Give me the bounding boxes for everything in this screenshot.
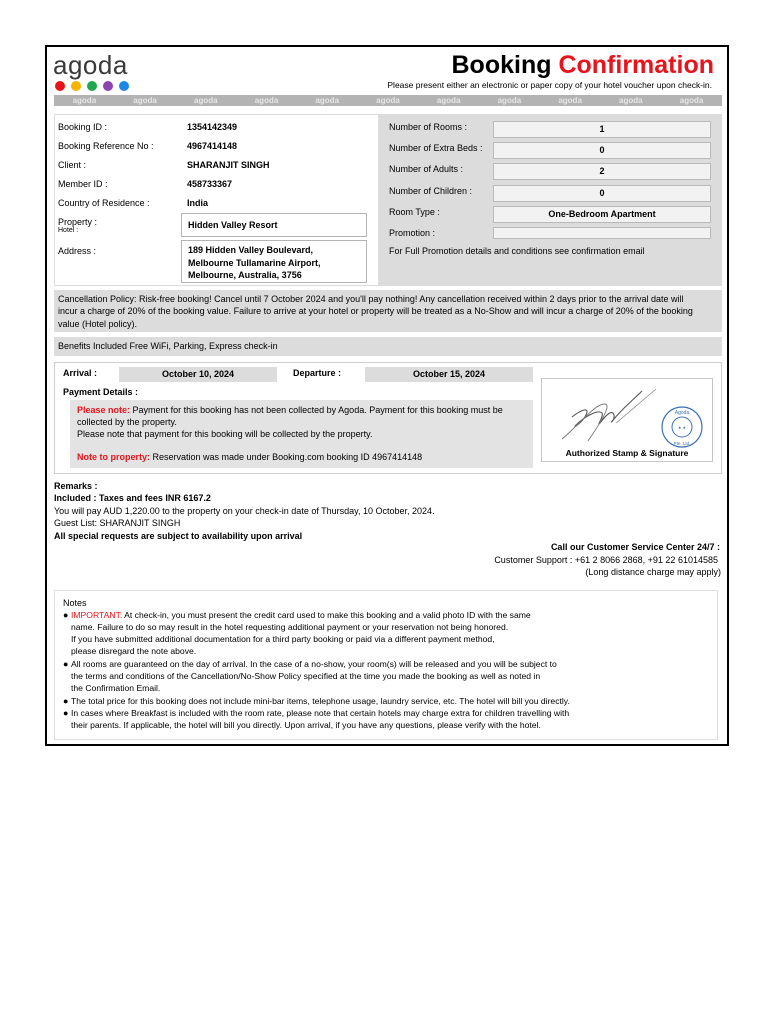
strip-label: agoda [619, 96, 643, 105]
address-line: Melbourne Tullamarine Airport, [188, 257, 321, 268]
note-text: In cases where Breakfast is included with the room rate, please note that certain hotels may charge extra for children travelling with [71, 708, 570, 718]
svg-text:★ ★: ★ ★ [677, 425, 687, 430]
children-label: Number of Children : [389, 186, 473, 196]
stamp-caption: Authorized Stamp & Signature [565, 448, 689, 458]
children-value: 0 [493, 185, 711, 202]
policy-line: value (Hotel policy). [58, 318, 138, 329]
company-seal-icon [660, 405, 704, 449]
cancellation-policy [54, 290, 722, 332]
please-note-label: Please note: [77, 405, 131, 415]
page-title [452, 51, 715, 80]
rooms-label: Number of Rooms : [389, 122, 468, 132]
important-label: IMPORTANT: [71, 610, 123, 620]
please-note-text: collected by the property. [77, 417, 177, 427]
support-numbers: Customer Support : +61 2 8066 2868, +91 22 61014585 [494, 555, 718, 565]
authorized-stamp [541, 378, 713, 462]
page-subtitle: Please present either an electronic or paper copy of your hotel voucher upon check-in. [387, 80, 712, 90]
booking-id-value: 1354142349 [187, 122, 238, 132]
benefits-row: Benefits Included Free WiFi, Parking, Express check-in [54, 337, 722, 356]
booking-ref-value: 4967414148 [187, 141, 238, 151]
strip-label: agoda [436, 96, 461, 105]
bullet-icon: ● [63, 708, 69, 718]
strip-label: agoda [133, 96, 157, 105]
address-line: Melbourne, Australia, 3756 [188, 270, 302, 280]
note-text: All rooms are guaranteed on the day of arrival. In the case of a no-show, your room(s) will be released and you will be subject to [71, 659, 557, 669]
address-box [181, 240, 367, 283]
notes-heading: Notes [63, 598, 87, 608]
please-note-text: Please note that payment for this booking will be collected by the property. [77, 429, 373, 439]
note-text: the terms and conditions of the Cancellation/No-Show Policy specified at the time you made the booking as well as noted in [71, 671, 541, 681]
strip-label: agoda [254, 96, 279, 105]
strip-label: agoda [497, 96, 522, 105]
note-to-property-text: Reservation was made under Booking.com booking ID 4967414148 [152, 452, 423, 462]
departure-label: Departure : [293, 368, 342, 378]
address-value [188, 244, 321, 282]
note-text: please disregard the note above. [71, 646, 197, 656]
extra-beds-label: Number of Extra Beds : [389, 143, 483, 153]
bullet-icon: ● [63, 659, 69, 669]
logo-dot-green [87, 81, 97, 91]
room-type-label: Room Type : [389, 207, 440, 217]
svg-text:Agoda: Agoda [674, 410, 690, 416]
property-box [181, 213, 367, 237]
policy-line: incur a charge of 20% of the booking value. Failure to arrive at your hotel or property will be treated as a No-Show and will incur a charge of 20% of the booking [58, 306, 693, 317]
support-charge: (Long distance charge may apply) [585, 567, 721, 577]
remarks-pay-line: You will pay AUD 1,220.00 to the property on your check-in date of Thursday, 10 October, 2024. [54, 506, 435, 516]
strip-label: agoda [194, 96, 218, 105]
promotion-label: Promotion : [389, 228, 436, 238]
note-text: the Confirmation Email. [71, 683, 161, 693]
strip-label: agoda [376, 96, 400, 105]
payment-details-label: Payment Details : [63, 387, 139, 397]
departure-value: October 15, 2024 [365, 367, 533, 382]
note-text: their parents. If applicable, the hotel will bill you directly. Upon arrival, if you have any questions, please verify with the hotel. [71, 720, 541, 730]
booking-id-label: Booking ID : [58, 122, 108, 132]
booking-ref-label: Booking Reference No : [58, 141, 154, 151]
title-confirmation: Confirmation [558, 51, 714, 79]
bullet-icon: ● [63, 696, 69, 706]
support-heading: Call our Customer Service Center 24/7 : [550, 542, 720, 552]
adults-label: Number of Adults : [389, 164, 464, 174]
policy-line: Cancellation Policy: Risk-free booking! Cancel until 7 October 2024 and you'll pay nothing! Any cancellation received within 2 days prior to the arrival date will [58, 294, 684, 304]
please-note-text: Payment for this booking has not been collected by Agoda. Payment for this booking must be [132, 405, 503, 415]
country-label: Country of Residence : [58, 198, 150, 208]
strip-label: agoda [679, 96, 704, 105]
payment-note [77, 404, 503, 440]
extra-beds-value: 0 [493, 142, 711, 159]
note-to-property [77, 452, 422, 462]
agoda-strip [54, 95, 722, 106]
note-text: At check-in, you must present the credit card used to make this booking and a valid photo ID with the same [124, 610, 531, 620]
room-type-value: One-Bedroom Apartment [493, 206, 711, 223]
logo-dot-blue [119, 81, 129, 91]
arrival-label: Arrival : [63, 368, 98, 378]
property-value: Hidden Valley Resort [188, 220, 278, 230]
arrival-value: October 10, 2024 [119, 367, 277, 382]
address-label: Address : [58, 246, 97, 256]
title-booking: Booking [451, 51, 552, 79]
promotion-note: For Full Promotion details and conditions see confirmation email [389, 246, 645, 256]
logo-dot-yellow [71, 81, 81, 91]
logo-dot-purple [103, 81, 113, 91]
hotel-sublabel: Hotel : [58, 227, 79, 234]
svg-text:Pte. Ltd.: Pte. Ltd. [673, 441, 691, 446]
note-item [71, 610, 531, 620]
client-label: Client : [58, 160, 87, 170]
remarks-heading: Remarks : [54, 481, 98, 491]
strip-label: agoda [558, 96, 582, 105]
rooms-value: 1 [493, 121, 711, 138]
adults-value: 2 [493, 163, 711, 180]
note-to-property-label: Note to property: [77, 452, 150, 462]
property-label: Property : [58, 217, 98, 227]
note-text: If you have submitted additional documentation for a third party booking or paid via a different payment method, [71, 634, 495, 644]
member-id-value: 458733367 [187, 179, 233, 189]
strip-label: agoda [315, 96, 340, 105]
client-value: SHARANJIT SINGH [187, 160, 270, 170]
strip-label: agoda [72, 96, 97, 105]
member-id-label: Member ID : [58, 179, 108, 189]
note-text: name. Failure to do so may result in the hotel requesting additional payment or your reservation not being honored. [71, 622, 509, 632]
agoda-logo: agoda [53, 50, 128, 80]
address-line: 189 Hidden Valley Boulevard, [188, 245, 314, 255]
country-value: India [187, 198, 209, 208]
logo-dot-red [55, 81, 65, 91]
promotion-value [493, 227, 711, 239]
special-requests: All special requests are subject to availability upon arrival [54, 531, 303, 541]
note-text: The total price for this booking does not include mini-bar items, telephone usage, laundry service, etc. The hotel will bill you directly. [71, 696, 570, 706]
guest-list: Guest List: SHARANJIT SINGH [54, 518, 181, 528]
bullet-icon: ● [63, 610, 69, 620]
remarks-included: Included : Taxes and fees INR 6167.2 [54, 493, 211, 503]
